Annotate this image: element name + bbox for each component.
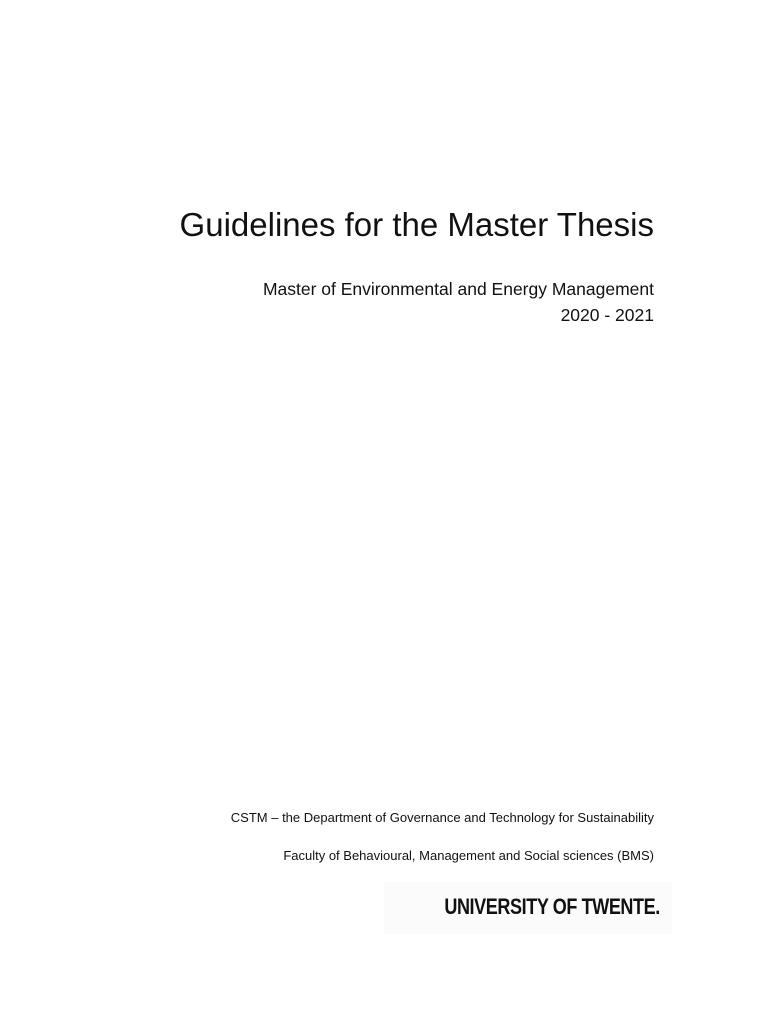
document-title: Guidelines for the Master Thesis	[179, 206, 654, 243]
department-name: CSTM – the Department of Governance and Technology for Sustainability	[230, 810, 654, 825]
university-logo	[384, 882, 672, 934]
university-logo-text: UNIVERSITY OF TWENTE.	[444, 894, 660, 919]
academic-year: 2020 - 2021	[560, 305, 654, 325]
faculty-name: Faculty of Behavioural, Management and Social sciences (BMS)	[283, 848, 654, 863]
program-name: Master of Environmental and Energy Management	[262, 279, 654, 299]
